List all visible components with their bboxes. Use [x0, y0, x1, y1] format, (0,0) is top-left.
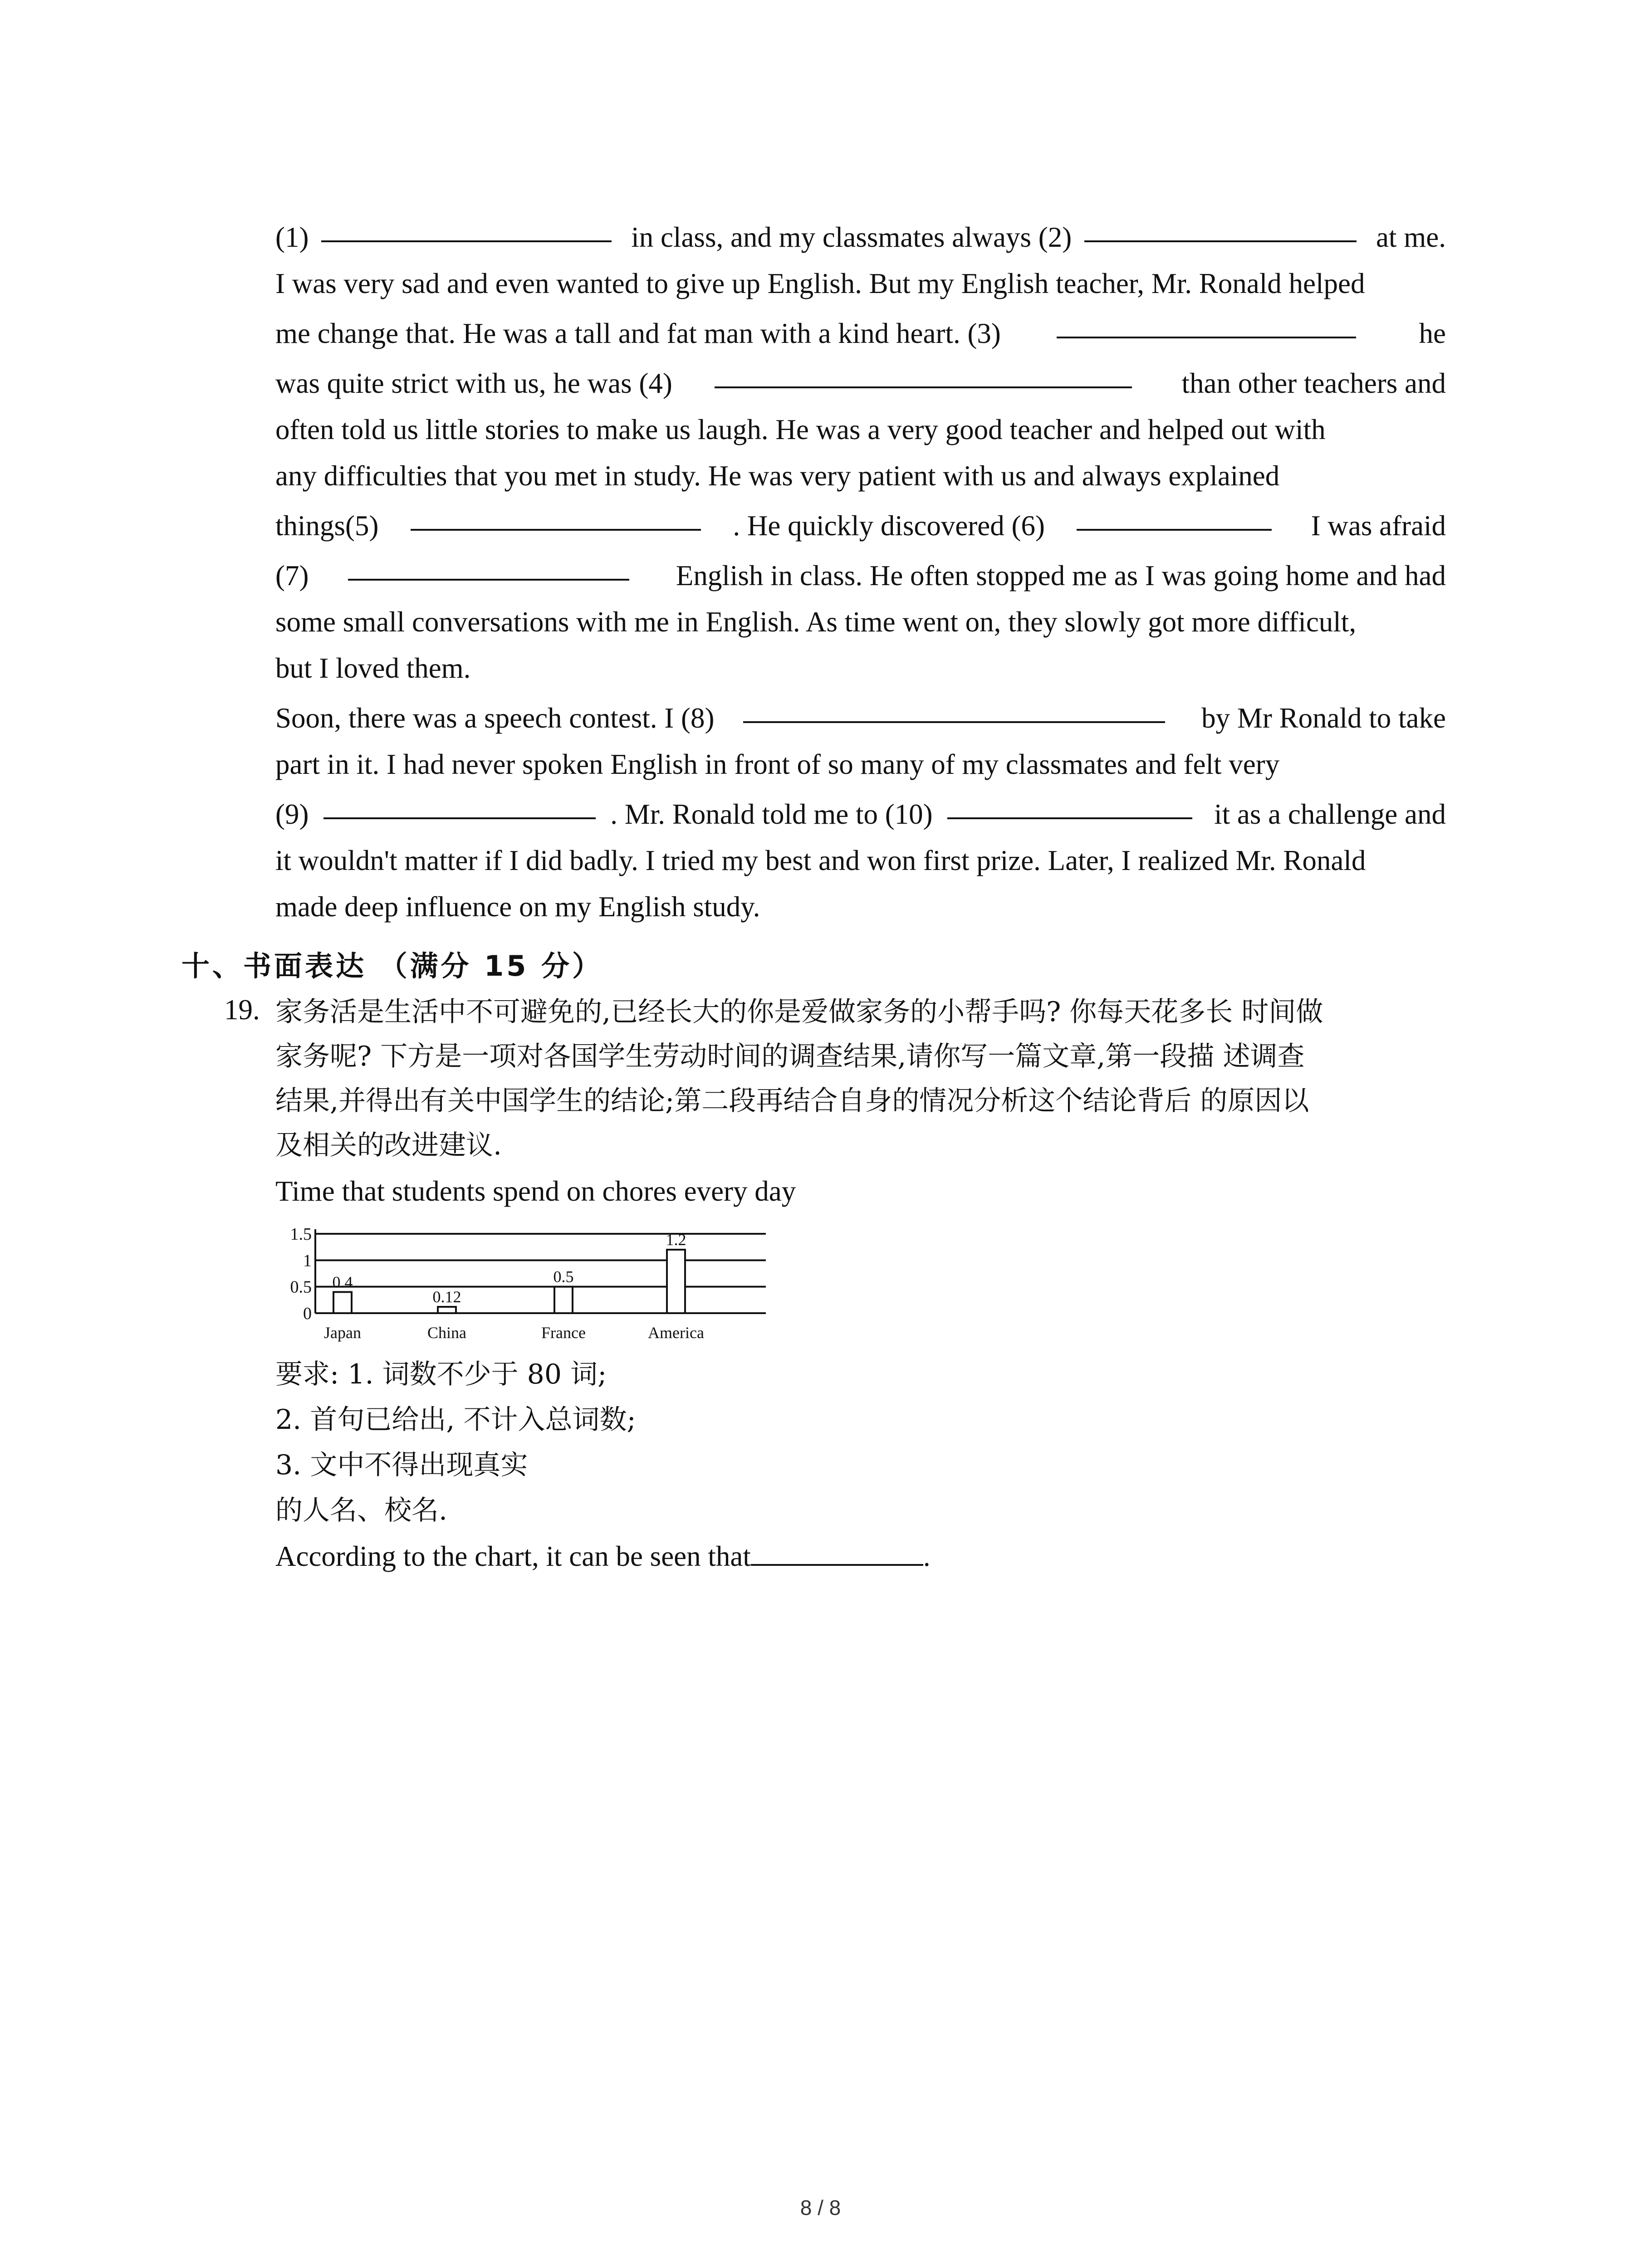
text-segment: things(5) — [275, 510, 379, 542]
x-tick-label: America — [648, 1324, 704, 1342]
text-segment: (7) — [275, 560, 309, 591]
text-segment: made deep influence on my English study. — [275, 891, 760, 923]
passage-line-14 — [275, 837, 1446, 884]
bar-france — [554, 1287, 573, 1313]
requirement-line: 3. 文中不得出现真实 — [275, 1449, 528, 1481]
text-segment: I was very sad and even wanted to give up English. But my English teacher, Mr. Ronald helped — [275, 268, 1365, 299]
text-segment: (9) — [275, 798, 309, 830]
passage-line-6 — [275, 453, 1446, 499]
answer-blank-3[interactable] — [1057, 310, 1356, 338]
text-segment: some small conversations with me in English. As time went on, they slowly got more difficult, — [275, 606, 1357, 638]
text-segment: by Mr Ronald to take — [1194, 702, 1446, 734]
text-segment: me change that. He was a tall and fat man with a kind heart. (3) — [275, 318, 1001, 349]
x-tick-label: China — [427, 1324, 466, 1342]
y-tick-label: 1 — [303, 1251, 312, 1271]
x-tick-label: Japan — [324, 1324, 361, 1342]
prompt-line: 及相关的改进建议. — [275, 1129, 502, 1161]
passage-line-4 — [275, 360, 1446, 406]
passage-line-9 — [275, 599, 1446, 645]
section-title: 十、书面表达 （满分 15 分） — [181, 949, 603, 982]
answer-blank-2[interactable] — [1084, 214, 1357, 242]
text-segment: than other teachers and — [1174, 367, 1446, 399]
text-segment: part in it. I had never spoken English in front of so many of my classmates and felt very — [275, 748, 1280, 780]
text-segment: (1) — [275, 221, 309, 253]
text-segment: was quite strict with us, he was (4) — [275, 367, 672, 399]
opening-sentence-text: According to the chart, it can be seen that — [275, 1540, 751, 1572]
text-segment: at me. — [1369, 221, 1446, 253]
answer-blank-5[interactable] — [411, 503, 701, 531]
text-segment: I was afraid — [1303, 510, 1446, 542]
x-tick-label: France — [541, 1324, 586, 1342]
bar-japan — [333, 1292, 352, 1313]
text-segment: any difficulties that you met in study. He was very patient with us and always explained — [275, 460, 1280, 492]
passage-line-3 — [275, 310, 1446, 357]
passage-line-2 — [275, 260, 1446, 307]
answer-blank-6[interactable] — [1077, 503, 1272, 531]
y-tick-label: 1.5 — [290, 1225, 312, 1244]
opening-sentence — [275, 1538, 931, 1573]
passage-line-1 — [275, 214, 1446, 260]
cloze-passage — [275, 214, 1446, 930]
answer-blank-4[interactable] — [715, 360, 1132, 388]
data-label: 0.12 — [432, 1288, 461, 1306]
data-label: 0.5 — [553, 1267, 574, 1286]
passage-line-5 — [275, 406, 1446, 453]
page-number: 8 / 8 — [800, 2196, 841, 2219]
opening-sentence-end: . — [923, 1540, 931, 1572]
bar-america — [667, 1250, 685, 1313]
question-number: 19. — [224, 994, 260, 1026]
text-segment: he — [1411, 318, 1446, 349]
passage-line-8 — [275, 552, 1446, 599]
passage-line-12 — [275, 741, 1446, 787]
answer-blank-10[interactable] — [947, 791, 1192, 819]
text-segment: in class, and my classmates always (2) — [624, 221, 1072, 253]
data-label: 0.4 — [332, 1273, 353, 1291]
text-segment: but I loved them. — [275, 652, 471, 684]
prompt-line: 结果,并得出有关中国学生的结论;第二段再结合自身的情况分析这个结论背后 的原因以 — [275, 1085, 1309, 1117]
requirement-line: 2. 首句已给出, 不计入总词数; — [275, 1404, 636, 1436]
passage-line-11 — [275, 695, 1446, 741]
chart-title: Time that students spend on chores every day — [275, 1175, 796, 1207]
question-prompt — [275, 990, 1455, 1168]
passage-line-10 — [275, 645, 1446, 691]
text-segment: often told us little stories to make us laugh. He was a very good teacher and helped out with — [275, 414, 1326, 445]
passage-line-15 — [275, 884, 1446, 930]
prompt-line: 家务活是生活中不可避免的,已经长大的你是爱做家务的小帮手吗? 你每天花多长 时间做 — [275, 996, 1323, 1028]
text-segment: it wouldn't matter if I did badly. I tried my best and won first prize. Later, I realized Mr. Ronald — [275, 845, 1366, 876]
text-segment: it as a challenge and — [1207, 798, 1446, 830]
chores-bar-chart — [272, 1216, 780, 1361]
prompt-line: 家务呢? 下方是一项对各国学生劳动时间的调查结果,请你写一篇文章,第一段描 述调查 — [275, 1041, 1305, 1072]
text-segment: English in class. He often stopped me as I was going home and had — [669, 560, 1446, 591]
answer-blank-9[interactable] — [323, 791, 596, 819]
text-segment: . He quickly discovered (6) — [733, 510, 1045, 542]
requirement-line: 要求: 1. 词数不少于 80 词; — [275, 1359, 607, 1390]
text-segment: Soon, there was a speech contest. I (8) — [275, 702, 715, 734]
passage-line-7 — [275, 503, 1446, 549]
passage-line-13 — [275, 791, 1446, 837]
answer-blank-8[interactable] — [743, 695, 1165, 723]
text-segment: . Mr. Ronald told me to (10) — [610, 798, 933, 830]
requirement-line: 的人名、校名. — [275, 1495, 448, 1526]
bar-china — [438, 1307, 456, 1313]
data-label: 1.2 — [666, 1231, 686, 1249]
y-tick-label: 0.5 — [290, 1277, 312, 1297]
opening-sentence-blank[interactable] — [751, 1538, 923, 1566]
answer-blank-1[interactable] — [321, 214, 612, 242]
requirements — [275, 1352, 636, 1533]
answer-blank-7[interactable] — [348, 552, 629, 581]
y-tick-label: 0 — [303, 1304, 312, 1323]
